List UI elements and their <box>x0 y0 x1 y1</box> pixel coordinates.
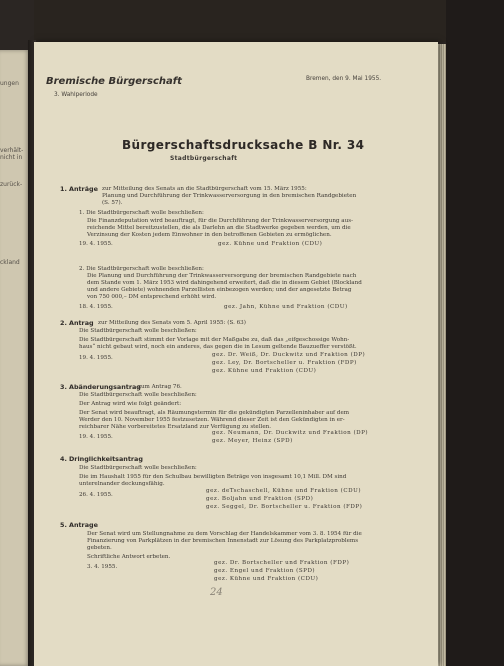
adjacent-page-fragment: zurück- <box>0 181 23 188</box>
document-subtitle: Stadtbürgerschaft <box>170 155 238 162</box>
signature-line: gez. Dr. Bortscheller und Fraktion (FDP) <box>214 560 350 566</box>
section-heading: Antrag <box>69 319 94 327</box>
section-line: Finanzierung von Parkplätzen in der bremischen Innenstadt zur Lösung des Parkplatzproblems <box>87 538 359 544</box>
section-number: 5. <box>60 521 67 529</box>
section-line: Die Stadtbürgerschaft stimmt der Vorlage mit der Maßgabe zu, daß das „eifgeschossige Wohn- <box>79 337 350 343</box>
section-line: zum Antrag 76. <box>138 384 182 390</box>
section-line: Verzinsung der Kosten jedem Einwohner in den betroffenen Gebieten zu ermöglichen. <box>87 232 332 238</box>
legislative-period: 3. Wahlperiode <box>54 92 98 98</box>
section-date: 19. 4. 1955. <box>79 241 113 247</box>
section-number: 4. <box>60 455 67 463</box>
section-line: Der Senat wird beauftragt, als Räumungstermin für die gekündigten Parzelleninhaber auf dem <box>79 410 350 416</box>
signature-line: gez. Kühne und Fraktion (CDU) <box>214 576 319 582</box>
place-date: Bremen, den 9. Mai 1955. <box>306 76 382 82</box>
section-number: 1. <box>60 185 67 193</box>
section-line: unterelnander deckungsfähig. <box>79 481 165 487</box>
section-number: 2. <box>60 319 67 327</box>
section-line: zur Mitteilung des Senats vom 5. April 1955: (S. 63) <box>98 320 246 326</box>
signature-line: gez. Ley, Dr. Bortscheller u. Fraktion (FDP) <box>212 360 357 366</box>
section-line: Schriftliche Antwort erbeten. <box>87 554 171 560</box>
section-date: 18. 4. 1955. <box>79 304 113 310</box>
section-line: (S. 57). <box>102 200 123 206</box>
section-heading: Dringlichkeitsantrag <box>69 455 143 463</box>
section-date: 26. 4. 1955. <box>79 492 113 498</box>
signature-line: gez. Kühne und Fraktion (CDU) <box>218 241 323 247</box>
section-line: Die Stadtbürgerschaft wolle beschließen: <box>79 465 197 471</box>
section-line: Die Stadtbürgerschaft wolle beschließen: <box>79 392 197 398</box>
section-number: 3. <box>60 383 67 391</box>
section-line: Der Antrag wird wie folgt geändert: <box>79 401 182 407</box>
section-heading: Anträge <box>69 185 98 193</box>
adjacent-page-fragment: ckland <box>0 259 20 266</box>
adjacent-page-fragment: nicht in <box>0 154 23 161</box>
section-line: haus“ nicht gebaut wird, noch ein anderes, das gegen die in Lesum geltende Bauzueffer verstößt. <box>79 344 357 350</box>
adjacent-page-fragment: verhält- <box>0 147 24 154</box>
pencil-annotation: 24 <box>210 587 223 598</box>
section-heading: Abänderungsantrag <box>69 383 141 391</box>
adjacent-page-fragment: ungen <box>0 80 19 87</box>
signature-line: gez. Seggel, Dr. Bortscheller u. Fraktion (FDP) <box>206 504 363 510</box>
signature-line: gez. Kühne und Fraktion (CDU) <box>212 368 317 374</box>
section-line: Die Planung und Durchführung der Trinkwasserversorgung der bremischen Randgebiete nach <box>87 273 357 279</box>
section-line: Die im Haushalt 1955 für den Schulbau bewilligten Beträge von insgesamt 10,1 Mill. DM sind <box>79 474 347 480</box>
section-date: 19. 4. 1955. <box>79 434 113 440</box>
signature-line: gez. Meyer, Heinz (SPD) <box>212 438 293 444</box>
section-line: Werder den 10. November 1955 festzusetzen. Während dieser Zeit ist den Gekündigten in er- <box>79 417 345 423</box>
section-line: gebeten. <box>87 545 112 551</box>
signature-line: gez. deTschaschell, Kühne und Fraktion (CDU) <box>206 488 362 494</box>
signature-line: gez. Neumann, Dr. Duckwitz und Fraktion (DP) <box>212 430 369 436</box>
section-line: dem Stande vom 1. März 1953 wird dahingehend erweitert, daß die in diesem Gebiet (Blockland <box>87 280 362 286</box>
section-line: Planung und Durchführung der Trinkwasserversorgung in den bremischen Randgebieten <box>102 193 357 199</box>
section-line: reichbarer Nähe vorbereitetes Ersatzland zur Verfügung zu stellen. <box>79 424 272 430</box>
dark-background-right <box>446 0 504 666</box>
section-date: 19. 4. 1955. <box>79 355 113 361</box>
section-line: Der Senat wird um Stellungnahme zu dem Vorschlag der Handelskammer vom 3. 8. 1954 für die <box>87 531 362 537</box>
signature-line: gez. Jahn, Kühne und Fraktion (CDU) <box>224 304 348 310</box>
section-line: reichende Mittel bereitzustellen, die als Darlehn an die Stadtwerke gegeben werden, um die <box>87 225 351 231</box>
signature-line: gez. Boljahn und Fraktion (SPD) <box>206 496 314 502</box>
document-page <box>34 42 438 666</box>
dark-background-top <box>34 0 446 42</box>
section-line: Die Finanzdeputation wird beauftragt, für die Durchführung der Trinkwasserversorgung aus- <box>87 218 353 224</box>
section-line: 1. Die Stadtbürgerschaft wolle beschließen: <box>79 210 204 216</box>
section-line: Die Stadtbürgerschaft wolle beschließen: <box>79 328 197 334</box>
signature-line: gez. Engel und Fraktion (SPD) <box>214 568 316 574</box>
org-name: Bremische Bürgerschaft <box>46 76 182 87</box>
section-line: zur Mitteilung des Senats an die Stadtbürgerschaft vom 15. März 1955: <box>102 186 307 192</box>
section-line: 2. Die Stadtbürgerschaft wolle beschließen: <box>79 266 204 272</box>
section-date: 3. 4. 1955. <box>87 564 118 570</box>
signature-line: gez. Dr. Weiß, Dr. Duckwitz und Fraktion (DP) <box>212 352 366 358</box>
section-line: und andere Gebiete) wohnenden Parzellisten einbezogen werden; und der angesetzte Betrag <box>87 287 352 293</box>
section-heading: Antrage <box>69 521 98 529</box>
section-line: von 750 000,– DM entsprechend erhöht wird. <box>87 294 217 300</box>
adjacent-page <box>0 50 30 666</box>
document-title: Bürgerschaftsdrucksache B Nr. 34 <box>122 138 365 152</box>
